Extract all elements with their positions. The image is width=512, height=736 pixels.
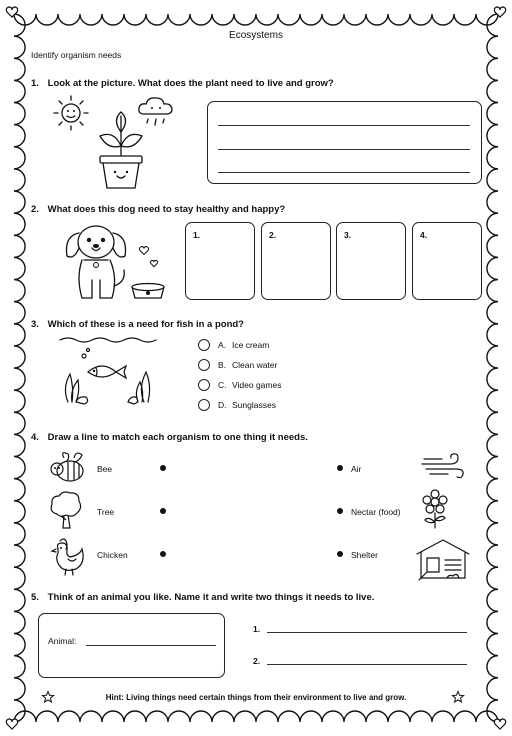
need-item-line-2[interactable] — [267, 664, 467, 665]
box-number: 2. — [269, 230, 277, 240]
fish-pond-icon — [58, 336, 158, 406]
need-label-nectar: Nectar (food) — [351, 507, 401, 517]
radio-button[interactable] — [198, 359, 210, 371]
page-title: Ecosystems — [229, 30, 283, 41]
tree-icon — [49, 490, 83, 530]
option-a[interactable] — [198, 339, 269, 351]
organism-label-tree: Tree — [97, 507, 115, 517]
sun-icon — [52, 94, 90, 132]
wind-icon — [420, 452, 466, 480]
page-subtitle: Identify organism needs — [31, 50, 122, 60]
question-1-text: Look at the picture. What does the plant need to live and grow? — [47, 78, 334, 89]
heart-icon — [6, 7, 17, 17]
chicken-icon — [50, 537, 86, 577]
need-label-air: Air — [351, 464, 362, 474]
question-2-number: 2. — [31, 204, 39, 215]
question-5 — [31, 592, 374, 603]
question-3-number: 3. — [31, 319, 39, 330]
option-text: Ice cream — [232, 340, 270, 350]
box-number: 3. — [344, 230, 352, 240]
puppy-icon — [62, 220, 132, 302]
question-3 — [31, 319, 244, 330]
animal-label: Animal: — [48, 636, 77, 646]
question-3-text: Which of these is a need for fish in a pond? — [47, 319, 244, 330]
star-icon — [452, 691, 464, 703]
heart-icon — [139, 246, 149, 255]
option-text: Sunglasses — [232, 400, 276, 410]
question-2-text: What does this dog need to stay healthy and happy? — [47, 204, 286, 215]
answer-box-dog-2[interactable] — [261, 222, 331, 300]
question-5-number: 5. — [31, 592, 39, 603]
question-2 — [31, 204, 285, 215]
question-4-text: Draw a line to match each organism to one thing it needs. — [47, 432, 308, 443]
radio-button[interactable] — [198, 379, 210, 391]
question-4-number: 4. — [31, 432, 39, 443]
need-item-number-1: 1. — [253, 624, 261, 634]
hint-text: Hint: Living things need certain things from their environment to live and grow. — [105, 693, 407, 702]
answer-line[interactable] — [218, 149, 470, 150]
match-dot-tree[interactable] — [160, 508, 166, 514]
answer-line[interactable] — [218, 125, 470, 126]
heart-icon — [494, 719, 505, 729]
option-text: Video games — [232, 380, 282, 390]
answer-box-dog-3[interactable] — [336, 222, 406, 300]
need-item-number-2: 2. — [253, 656, 261, 666]
match-dot-nectar[interactable] — [337, 508, 343, 514]
option-letter: D. — [218, 400, 227, 410]
option-c[interactable] — [198, 379, 281, 391]
box-number: 4. — [420, 230, 428, 240]
question-4 — [31, 432, 308, 443]
question-5-text: Think of an animal you like. Name it and write two things it needs to live. — [47, 592, 375, 603]
match-dot-bee[interactable] — [160, 465, 166, 471]
option-b[interactable] — [198, 359, 277, 371]
box-number: 1. — [193, 230, 201, 240]
question-1 — [31, 78, 334, 89]
need-item-line-1[interactable] — [267, 632, 467, 633]
question-1-number: 1. — [31, 78, 39, 89]
match-dot-shelter[interactable] — [337, 551, 343, 557]
answer-box-dog-1[interactable] — [185, 222, 255, 300]
answer-line[interactable] — [218, 172, 470, 173]
radio-button[interactable] — [198, 339, 210, 351]
radio-button[interactable] — [198, 399, 210, 411]
heart-icon — [494, 7, 505, 17]
option-letter: B. — [218, 360, 227, 370]
option-letter: A. — [218, 340, 227, 350]
need-label-shelter: Shelter — [351, 550, 378, 560]
match-dot-chicken[interactable] — [160, 551, 166, 557]
heart-icon — [150, 260, 158, 267]
animal-name-line[interactable] — [86, 645, 216, 646]
option-d[interactable] — [198, 399, 276, 411]
organism-label-bee: Bee — [97, 464, 113, 474]
organism-label-chicken: Chicken — [97, 550, 128, 560]
match-dot-air[interactable] — [337, 465, 343, 471]
potted-plant-icon — [96, 112, 146, 190]
flower-icon — [420, 490, 450, 530]
dog-bowl-icon — [130, 282, 166, 300]
bee-icon — [48, 452, 88, 484]
heart-icon — [6, 719, 17, 729]
option-text: Clean water — [232, 360, 278, 370]
answer-box-dog-4[interactable] — [412, 222, 482, 300]
option-letter: C. — [218, 380, 227, 390]
chicken-coop-icon — [415, 538, 471, 582]
